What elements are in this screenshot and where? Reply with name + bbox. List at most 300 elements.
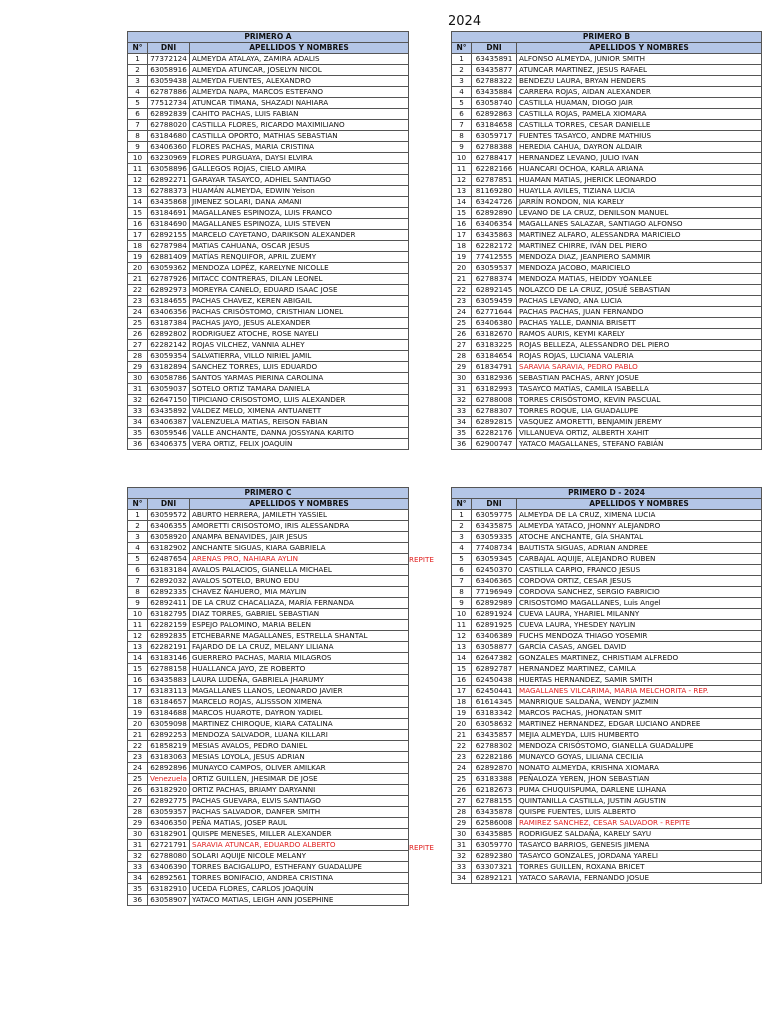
table-row [452, 532, 762, 543]
row-dni: 63182936 [472, 373, 517, 384]
table-row [452, 675, 762, 686]
row-dni: 63184657 [148, 697, 190, 708]
row-number: 11 [128, 620, 148, 631]
table-row [452, 818, 762, 829]
row-dni: 62788302 [472, 741, 517, 752]
row-student-name: CASTILLA ROJAS, PAMELA XIOMARA [517, 109, 762, 120]
row-student-name: SEBASTIAN PACHAS, ARNY JOSUE [517, 373, 762, 384]
row-dni: 63059362 [148, 263, 190, 274]
table-row [452, 439, 762, 450]
row-number: 28 [128, 351, 148, 362]
row-number: 4 [452, 87, 472, 98]
table-row [128, 840, 409, 851]
table-row [128, 230, 409, 241]
row-number: 28 [452, 351, 472, 362]
row-number: 24 [128, 763, 148, 774]
row-student-name: ORTIZ PACHAS, BRIAMY DARYANNI [190, 785, 409, 796]
table-row [452, 120, 762, 131]
row-student-name: PEÑALOZA YEREN, JHON SEBASTIAN [517, 774, 762, 785]
table-row [452, 719, 762, 730]
table-row [128, 142, 409, 153]
row-number: 17 [452, 686, 472, 697]
row-student-name: PACHAS YALLE, DANNIA BRISETT [517, 318, 762, 329]
table-row [128, 741, 409, 752]
row-dni: 63406365 [472, 576, 517, 587]
row-number: 8 [128, 587, 148, 598]
row-student-name: MENDOZA JACOBO, MARICIELO [517, 263, 762, 274]
row-number: 3 [452, 76, 472, 87]
row-dni: 63182894 [148, 362, 190, 373]
row-student-name: ALMEYDA YATACO, JHONNY ALEJANDRO [517, 521, 762, 532]
row-number: 9 [128, 142, 148, 153]
row-dni: 63184680 [148, 131, 190, 142]
row-dni: 77196949 [472, 587, 517, 598]
col-header-names: APELLIDOS Y NOMBRES [190, 499, 409, 510]
row-student-name: MARTINEZ CHIROQUE, KIARA CATALINA [190, 719, 409, 730]
row-dni: 62892253 [148, 730, 190, 741]
row-number: 34 [452, 417, 472, 428]
row-number: 1 [452, 54, 472, 65]
row-number: 7 [128, 120, 148, 131]
row-number: 25 [128, 774, 148, 785]
row-dni: 63058916 [148, 65, 190, 76]
row-dni: 62282191 [148, 642, 190, 653]
row-number: 27 [128, 796, 148, 807]
table-row [128, 763, 409, 774]
row-number: 31 [452, 384, 472, 395]
row-student-name: MANRRIQUE SALDAÑA, WENDY JAZMIN [517, 697, 762, 708]
row-number: 27 [452, 340, 472, 351]
row-number: 25 [452, 318, 472, 329]
row-number: 21 [128, 730, 148, 741]
row-number: 3 [128, 532, 148, 543]
row-student-name: CARBAJAL AQUIJE, ALEJANDRO RUBEN [517, 554, 762, 565]
row-dni: 63184658 [472, 120, 517, 131]
row-number: 18 [452, 697, 472, 708]
row-number: 3 [128, 76, 148, 87]
table-row [452, 554, 762, 565]
row-dni: 62487654 [148, 554, 190, 565]
table-row [128, 87, 409, 98]
row-number: 2 [128, 521, 148, 532]
row-number: 26 [452, 329, 472, 340]
row-number: 15 [128, 664, 148, 675]
row-student-name: HUAMAN MATIAS, JHERICK LEONARDO [517, 175, 762, 186]
table-row [128, 796, 409, 807]
row-student-name: MAGALLANES SALAZAR, SANTIAGO ALFONSO [517, 219, 762, 230]
row-student-name: CASTILLA CARPIO, FRANCO JESUS [517, 565, 762, 576]
row-dni: 63182670 [472, 329, 517, 340]
row-student-name: ANCHANTE SIGUAS, KIARA GABRIELA [190, 543, 409, 554]
row-dni: 62282166 [472, 164, 517, 175]
table-row [452, 384, 762, 395]
table-primero-b [451, 31, 762, 450]
row-student-name: CRISOSTOMO MAGALLANES, Luis Angel [517, 598, 762, 609]
row-student-name: MENDOZA SALVADOR, LUANA KILLARI [190, 730, 409, 741]
row-student-name: GALLEGOS ROJAS, CIELO AMIRA [190, 164, 409, 175]
row-number: 36 [128, 895, 148, 906]
row-dni: 62892870 [472, 763, 517, 774]
table-row [128, 807, 409, 818]
table-row [128, 395, 409, 406]
row-dni: 62892145 [472, 285, 517, 296]
row-student-name: ETCHEBARNE MAGALLANES, ESTRELLA SHANTAL [190, 631, 409, 642]
table-primero-d [451, 487, 762, 884]
table-row [128, 76, 409, 87]
row-number: 6 [128, 109, 148, 120]
row-number: 22 [128, 741, 148, 752]
row-student-name: PUMA CHUQUISPUMA, DARLENE LUHANA [517, 785, 762, 796]
row-number: 7 [452, 576, 472, 587]
row-number: 24 [452, 307, 472, 318]
table-title: PRIMERO C [128, 488, 409, 499]
row-student-name: JARRÍN RONDON, NIA KARELY [517, 197, 762, 208]
row-dni: 63406350 [148, 818, 190, 829]
row-student-name: ATOCHE ANCHANTE, GÍA SHANTAL [517, 532, 762, 543]
row-number: 25 [452, 774, 472, 785]
row-student-name: PEÑA MATIAS, JOSEP RAUL [190, 818, 409, 829]
row-number: 26 [128, 329, 148, 340]
table-row [128, 109, 409, 120]
table-primero-a [127, 31, 409, 450]
table-row [452, 796, 762, 807]
table-row [128, 439, 409, 450]
row-student-name: ALMEYDA ATUNCAR, JOSELYN NICOL [190, 65, 409, 76]
row-number: 29 [128, 362, 148, 373]
table-row [128, 642, 409, 653]
col-header-number: N° [128, 43, 148, 54]
row-number: 17 [128, 686, 148, 697]
row-student-name: GUERRERO PACHAS, MARIA MILAGROS [190, 653, 409, 664]
row-dni: 61614345 [472, 697, 517, 708]
table-row [128, 829, 409, 840]
row-student-name: MESIAS LOYOLA, JESUS ADRIAN [190, 752, 409, 763]
row-student-name: CUEVA LAURA, YHARIEL MILANNY [517, 609, 762, 620]
table-row [452, 274, 762, 285]
table-row [128, 851, 409, 862]
row-student-name: PACHAS SALVADOR, DANFER SMITH [190, 807, 409, 818]
row-number: 36 [452, 439, 472, 450]
row-number: 17 [452, 230, 472, 241]
row-dni: 62282159 [148, 620, 190, 631]
row-dni: 62892787 [472, 664, 517, 675]
table-row [452, 763, 762, 774]
table-row [128, 609, 409, 620]
row-number: 26 [452, 785, 472, 796]
row-student-name: PACHAS LEVANO, ANA LUCIA [517, 296, 762, 307]
row-student-name: LAURA LUDEÑA, GABRIELA JHARUMY [190, 675, 409, 686]
row-number: 13 [452, 186, 472, 197]
table-title: PRIMERO B [452, 32, 762, 43]
row-student-name: ORTIZ GUILLEN, JHESIMAR DE JOSE [190, 774, 409, 785]
row-student-name: SALVATIERRA, VILLO NIRIEL JAMIL [190, 351, 409, 362]
col-header-dni: DNI [148, 499, 190, 510]
row-student-name: MENDOZA LOPÉZ, KARELYNE NICOLLE [190, 263, 409, 274]
row-student-name: PACHAS CHAVEZ, KEREN ABIGAIL [190, 296, 409, 307]
row-student-name: MARCOS HUAROTE, DAYRON YADIEL [190, 708, 409, 719]
row-number: 9 [452, 142, 472, 153]
row-student-name: ALMEYDA ATALAYA, ZAMIRA ADALIS [190, 54, 409, 65]
table-row [128, 175, 409, 186]
row-student-name: LEVANO DE LA CRUZ, DENILSON MANUEL [517, 208, 762, 219]
row-number: 19 [128, 252, 148, 263]
table-row [128, 818, 409, 829]
row-number: 18 [128, 697, 148, 708]
row-number: 2 [128, 65, 148, 76]
table-row [128, 543, 409, 554]
row-student-name: MARTINEZ HERNANDEZ, EDGAR LUCIANO ANDREE [517, 719, 762, 730]
row-student-name: DE LA CRUZ CHACALIAZA, MARÍA FERNANDA [190, 598, 409, 609]
row-student-name: TASAYCO BARRIOS, GENESIS JIMENA [517, 840, 762, 851]
row-dni: 63059770 [472, 840, 517, 851]
row-dni: 77372124 [148, 54, 190, 65]
row-student-name: VASQUEZ AMORETTI, BENJAMIN JEREMY [517, 417, 762, 428]
row-number: 27 [128, 340, 148, 351]
table-row [128, 521, 409, 532]
row-student-name: SANTOS YARMAS PIERINA CAROLINA [190, 373, 409, 384]
row-student-name: UCEDA FLORES, CARLOS JOAQUÍN [190, 884, 409, 895]
row-number: 5 [452, 554, 472, 565]
table-row [128, 186, 409, 197]
row-student-name: QUISPE MENESES, MILLER ALEXANDER [190, 829, 409, 840]
row-dni: 62788008 [472, 395, 517, 406]
table-row [128, 318, 409, 329]
row-student-name: AVALOS PALACIOS, GIANELLA MICHAEL [190, 565, 409, 576]
row-dni: 63183225 [472, 340, 517, 351]
row-number: 8 [128, 131, 148, 142]
row-student-name: GARCÍA CASAS, ANGEL DAVID [517, 642, 762, 653]
row-number: 20 [128, 719, 148, 730]
row-dni: 62892815 [472, 417, 517, 428]
row-student-name: CUEVA LAURA, YHESDEY NAYLIN [517, 620, 762, 631]
table-row [128, 329, 409, 340]
table-row [128, 752, 409, 763]
row-dni: 62900747 [472, 439, 517, 450]
row-number: 23 [128, 296, 148, 307]
table-row [452, 873, 762, 884]
row-number: 21 [452, 730, 472, 741]
table-row [452, 697, 762, 708]
row-dni: 62788388 [472, 142, 517, 153]
year-heading: 2024 [448, 14, 482, 29]
row-student-name: JIMENEZ SOLARI, DANA AMANI [190, 197, 409, 208]
row-student-name: AVALOS SOTELO, BRUNO EDU [190, 576, 409, 587]
row-dni: 62892896 [148, 763, 190, 774]
table-row [128, 708, 409, 719]
row-dni: 62282142 [148, 340, 190, 351]
row-student-name: FUCHS MENDOZA THIAGO YOSEMIR [517, 631, 762, 642]
row-student-name: CHAVEZ ÑAHUERO, MIA MAYLIN [190, 587, 409, 598]
row-student-name: VERA ORTIZ, FELIX JOAQUÍN [190, 439, 409, 450]
row-number: 14 [452, 197, 472, 208]
row-dni: 62892989 [472, 598, 517, 609]
table-row [452, 153, 762, 164]
row-student-name: HERNANDEZ MARTINEZ, CAMILA [517, 664, 762, 675]
row-number: 21 [128, 274, 148, 285]
row-number: 33 [452, 406, 472, 417]
table-row [452, 230, 762, 241]
row-number: 16 [128, 675, 148, 686]
row-number: 16 [452, 675, 472, 686]
table-row [452, 829, 762, 840]
row-student-name: MENDOZA MATIAS, HEIDDY YOANLEE [517, 274, 762, 285]
table-row [452, 98, 762, 109]
row-dni: 63059459 [472, 296, 517, 307]
row-number: 6 [128, 565, 148, 576]
row-number: 22 [452, 741, 472, 752]
row-dni: 63307321 [472, 862, 517, 873]
row-number: 15 [452, 664, 472, 675]
row-dni: 62182673 [472, 785, 517, 796]
row-number: 9 [128, 598, 148, 609]
row-number: 28 [128, 807, 148, 818]
row-number: 11 [128, 164, 148, 175]
col-header-number: N° [452, 499, 472, 510]
row-dni: 63059098 [148, 719, 190, 730]
table-row [452, 653, 762, 664]
table-row [128, 197, 409, 208]
table-row [452, 587, 762, 598]
row-dni: 62788417 [472, 153, 517, 164]
row-number: 24 [128, 307, 148, 318]
row-student-name: HERNANDEZ LEVANO, JULIO IVAN [517, 153, 762, 164]
row-number: 15 [452, 208, 472, 219]
row-student-name: MAGALLANES ESPINOZA, LUIS FRANCO [190, 208, 409, 219]
row-dni: 63183342 [472, 708, 517, 719]
row-student-name: MATIAS CAHUANA, OSCAR JESUS [190, 241, 409, 252]
row-number: 32 [452, 395, 472, 406]
row-student-name: SOLARI AQUIJE NICOLE MELANY [190, 851, 409, 862]
table-row [452, 620, 762, 631]
row-number: 3 [452, 532, 472, 543]
table-row [128, 862, 409, 873]
table-row [128, 252, 409, 263]
row-student-name: PACHAS PACHAS, JUAN FERNANDO [517, 307, 762, 318]
row-number: 12 [128, 631, 148, 642]
table-row [128, 54, 409, 65]
row-number: 34 [452, 873, 472, 884]
row-dni: 77512734 [148, 98, 190, 109]
row-number: 4 [128, 87, 148, 98]
row-dni: 63435885 [472, 829, 517, 840]
row-student-name: HUERTAS HERNANDEZ, SAMIR SMITH [517, 675, 762, 686]
row-number: 34 [128, 417, 148, 428]
row-number: 12 [452, 175, 472, 186]
table-row [128, 697, 409, 708]
row-student-name: MARCELO ROJAS, ALISSSON XIMENA [190, 697, 409, 708]
row-student-name: NONATO ALMEYDA, KRISHNA XIOMARA [517, 763, 762, 774]
row-student-name: YATACO MAGALLANES, STEFANO FABIÁN [517, 439, 762, 450]
col-header-names: APELLIDOS Y NOMBRES [517, 499, 762, 510]
row-dni: 77412555 [472, 252, 517, 263]
row-number: 29 [128, 818, 148, 829]
row-number: 17 [128, 230, 148, 241]
table-row [128, 373, 409, 384]
row-dni: 63435863 [472, 230, 517, 241]
table-row [128, 340, 409, 351]
row-student-name: SANCHEZ TORRES, LUIS EDUARDO [190, 362, 409, 373]
row-number: 14 [452, 653, 472, 664]
table-row [452, 186, 762, 197]
row-student-name: MARTINEZ CHIRRE, IVÁN DEL PIERO [517, 241, 762, 252]
row-dni: 63058632 [472, 719, 517, 730]
row-number: 22 [128, 285, 148, 296]
row-number: 35 [452, 428, 472, 439]
row-number: 19 [452, 252, 472, 263]
row-student-name: GARAYAR TASAYCO, ADHIEL SANTIAGO [190, 175, 409, 186]
row-dni: 62881409 [148, 252, 190, 263]
row-student-name: MENDOZA CRISÓSTOMO, GIANELLA GUADALUPE [517, 741, 762, 752]
row-number: 4 [128, 543, 148, 554]
row-student-name: CARRERA ROJAS, AIDAN ALEXANDER [517, 87, 762, 98]
row-student-name: ALMEYDA FUENTES, ALEXANDRO [190, 76, 409, 87]
row-dni: 63059357 [148, 807, 190, 818]
row-dni: 63059037 [148, 384, 190, 395]
row-number: 27 [452, 796, 472, 807]
row-student-name: HUANCARI OCHOA, KARLA ARIANA [517, 164, 762, 175]
row-dni: 63406356 [148, 307, 190, 318]
row-dni: 77408734 [472, 543, 517, 554]
row-student-name: CORDOVA SANCHEZ, SERGIO FABRICIO [517, 587, 762, 598]
table-row [128, 219, 409, 230]
row-number: 35 [128, 884, 148, 895]
row-dni: 63058920 [148, 532, 190, 543]
row-dni: 63435883 [148, 675, 190, 686]
row-number: 1 [128, 54, 148, 65]
row-number: 34 [128, 873, 148, 884]
row-dni: 63059775 [472, 510, 517, 521]
row-student-name: TORRES CRISÓSTOMO, KEVIN PASCUAL [517, 395, 762, 406]
row-dni: 63406387 [148, 417, 190, 428]
table-row [452, 851, 762, 862]
row-number: 10 [128, 153, 148, 164]
row-student-name: FUENTES TASAYCO, ANDRE MATHIUS [517, 131, 762, 142]
row-dni: 62788020 [148, 120, 190, 131]
row-number: 30 [128, 373, 148, 384]
row-student-name: MARCELO CAYETANO, DARIKSON ALEXANDER [190, 230, 409, 241]
row-dni: 62892561 [148, 873, 190, 884]
table-row [452, 131, 762, 142]
repite-note-row-31: REPITE [409, 843, 434, 852]
row-number: 30 [128, 829, 148, 840]
col-header-dni: DNI [472, 43, 517, 54]
table-row [452, 241, 762, 252]
row-dni: 62892973 [148, 285, 190, 296]
row-number: 22 [452, 285, 472, 296]
row-student-name: TORRES BONIFACIO, ANDREA CRISTINA [190, 873, 409, 884]
row-student-name: MARTINEZ ALFARO, ALESSANDRA MARICIELO [517, 230, 762, 241]
table-title: PRIMERO D - 2024 [452, 488, 762, 499]
row-dni: 62788322 [472, 76, 517, 87]
row-dni: 63059537 [472, 263, 517, 274]
row-dni: 63184655 [148, 296, 190, 307]
row-student-name: BAUTISTA SIGUAS, ADRIAN ANDREE [517, 543, 762, 554]
row-dni: 63059717 [472, 131, 517, 142]
row-number: 32 [452, 851, 472, 862]
row-student-name: MITACC CONTRERAS, DILAN LEONEL [190, 274, 409, 285]
row-student-name: FAJARDO DE LA CRUZ, MELANY LILIANA [190, 642, 409, 653]
row-student-name: ROJAS BELLEZA, ALESSANDRO DEL PIERO [517, 340, 762, 351]
row-student-name: TORRES BACIGALUPO, ESTHEFANY GUADALUPE [190, 862, 409, 873]
row-number: 26 [128, 785, 148, 796]
row-student-name: VILLANUEVA ORTIZ, ALBERTH XAHIT [517, 428, 762, 439]
row-student-name: ATUNCAR MARTINEZ, JESUS RAFAEL [517, 65, 762, 76]
table-row [128, 895, 409, 906]
row-number: 35 [128, 428, 148, 439]
row-dni: 62787926 [148, 274, 190, 285]
row-dni: 62787984 [148, 241, 190, 252]
table-row [128, 565, 409, 576]
